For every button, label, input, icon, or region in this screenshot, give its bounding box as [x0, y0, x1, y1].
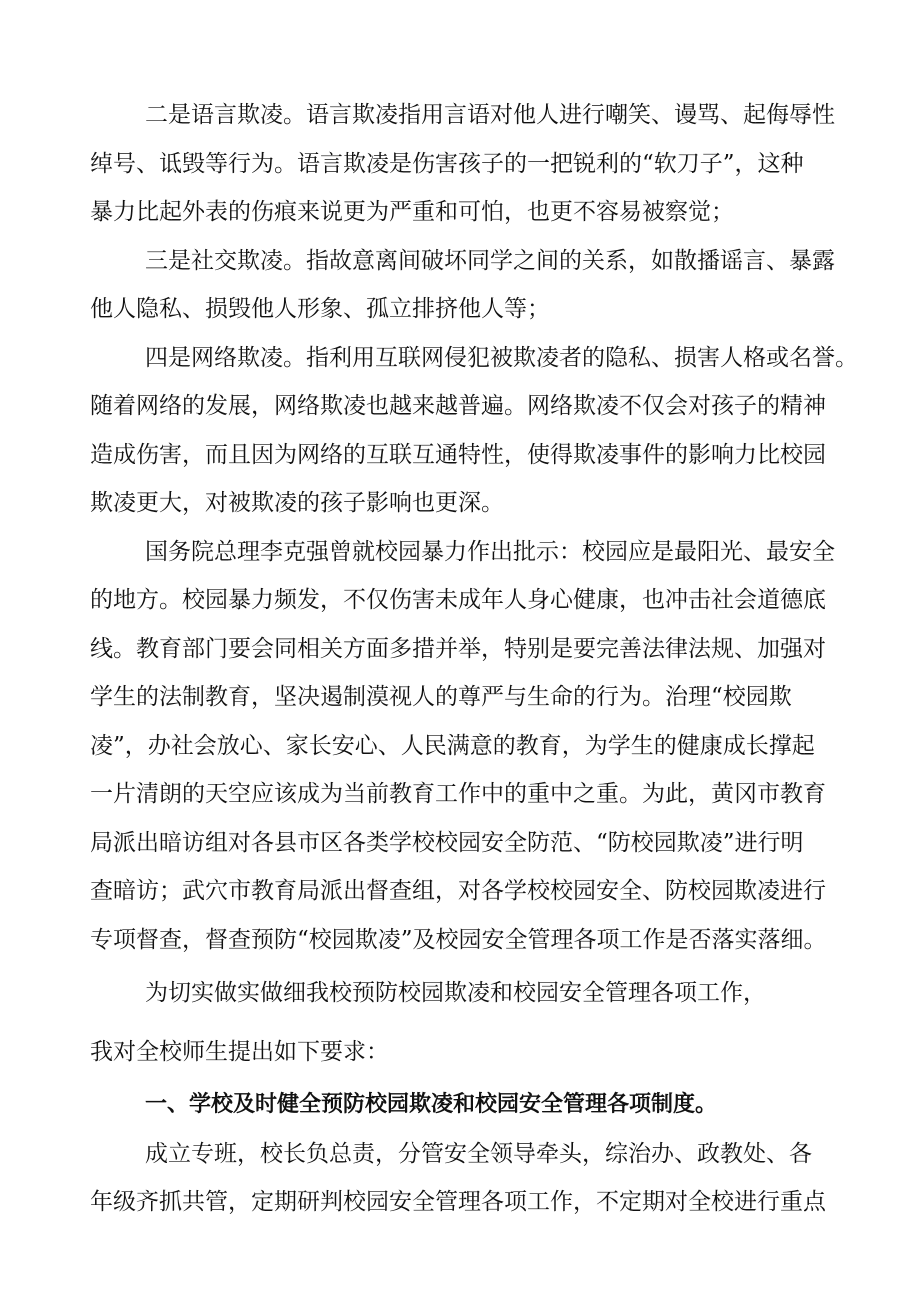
paragraph-social-bullying-line-2: 他人隐私、损毁他人形象、孤立排挤他人等；	[90, 296, 550, 322]
paragraph-cyber-bullying-line-3: 造成伤害，而且因为网络的互联互通特性，使得欺凌事件的影响力比校园	[90, 442, 826, 468]
paragraph-requirements-line-2: 我对全校师生提出如下要求：	[90, 1039, 389, 1065]
paragraph-verbal-bullying-line-3: 暴力比起外表的伤痕来说更为严重和可怕，也更不容易被察觉；	[90, 199, 734, 225]
paragraph-verbal-bullying-line-2: 绰号、诋毁等行为。语言欺凌是伤害孩子的一把锐利的“软刀子”，这种	[90, 151, 804, 177]
paragraph-cyber-bullying-line-4: 欺凌更大，对被欺凌的孩子影响也更深。	[90, 490, 504, 516]
paragraph-premier-line-7: 局派出暗访组对各县市区各类学校校园安全防范、“防校园欺凌”进行明	[90, 830, 804, 856]
paragraph-premier-line-2: 的地方。校园暴力频发，不仅伤害未成年人身心健康，也冲击社会道德底	[90, 587, 826, 613]
paragraph-cyber-bullying-line-2: 随着网络的发展，网络欺凌也越来越普遍。网络欺凌不仅会对孩子的精神	[90, 393, 826, 419]
section-heading-1: 一、学校及时健全预防校园欺凌和校园安全管理各项制度。	[145, 1092, 718, 1117]
paragraph-premier-line-5: 凌”，办社会放心、家长安心、人民满意的教育，为学生的健康成长撑起	[90, 733, 815, 759]
paragraph-verbal-bullying-line-1: 二是语言欺凌。语言欺凌指用言语对他人进行嘲笑、谩骂、起侮辱性	[145, 102, 835, 128]
paragraph-task-force-line-1: 成立专班，校长负总责，分管安全领导牵头，综治办、政教处、各	[145, 1141, 812, 1167]
paragraph-cyber-bullying-line-1: 四是网络欺凌。指利用互联网侵犯被欺凌者的隐私、损害人格或名誉。	[145, 345, 858, 371]
paragraph-premier-line-8: 查暗访；武穴市教育局派出督查组，对各学校校园安全、防校园欺凌进行	[90, 878, 826, 904]
paragraph-requirements-line-1: 为切实做实做细我校预防校园欺凌和校园安全管理各项工作，	[145, 980, 766, 1006]
paragraph-premier-line-6: 一片清朗的天空应该成为当前教育工作中的重中之重。为此，黄冈市教育	[90, 781, 826, 807]
paragraph-premier-line-4: 学生的法制教育，坚决遏制漠视人的尊严与生命的行为。治理“校园欺	[90, 684, 792, 710]
paragraph-premier-line-1: 国务院总理李克强曾就校园暴力作出批示：校园应是最阳光、最安全	[145, 539, 835, 565]
paragraph-task-force-line-2: 年级齐抓共管，定期研判校园安全管理各项工作，不定期对全校进行重点	[90, 1189, 826, 1215]
paragraph-social-bullying-line-1: 三是社交欺凌。指故意离间破坏同学之间的关系，如散播谣言、暴露	[145, 248, 835, 274]
paragraph-premier-line-3: 线。教育部门要会同相关方面多措并举，特别是要完善法律法规、加强对	[90, 636, 826, 662]
paragraph-premier-line-9: 专项督查，督查预防“校园欺凌”及校园安全管理各项工作是否落实落细。	[90, 927, 827, 953]
